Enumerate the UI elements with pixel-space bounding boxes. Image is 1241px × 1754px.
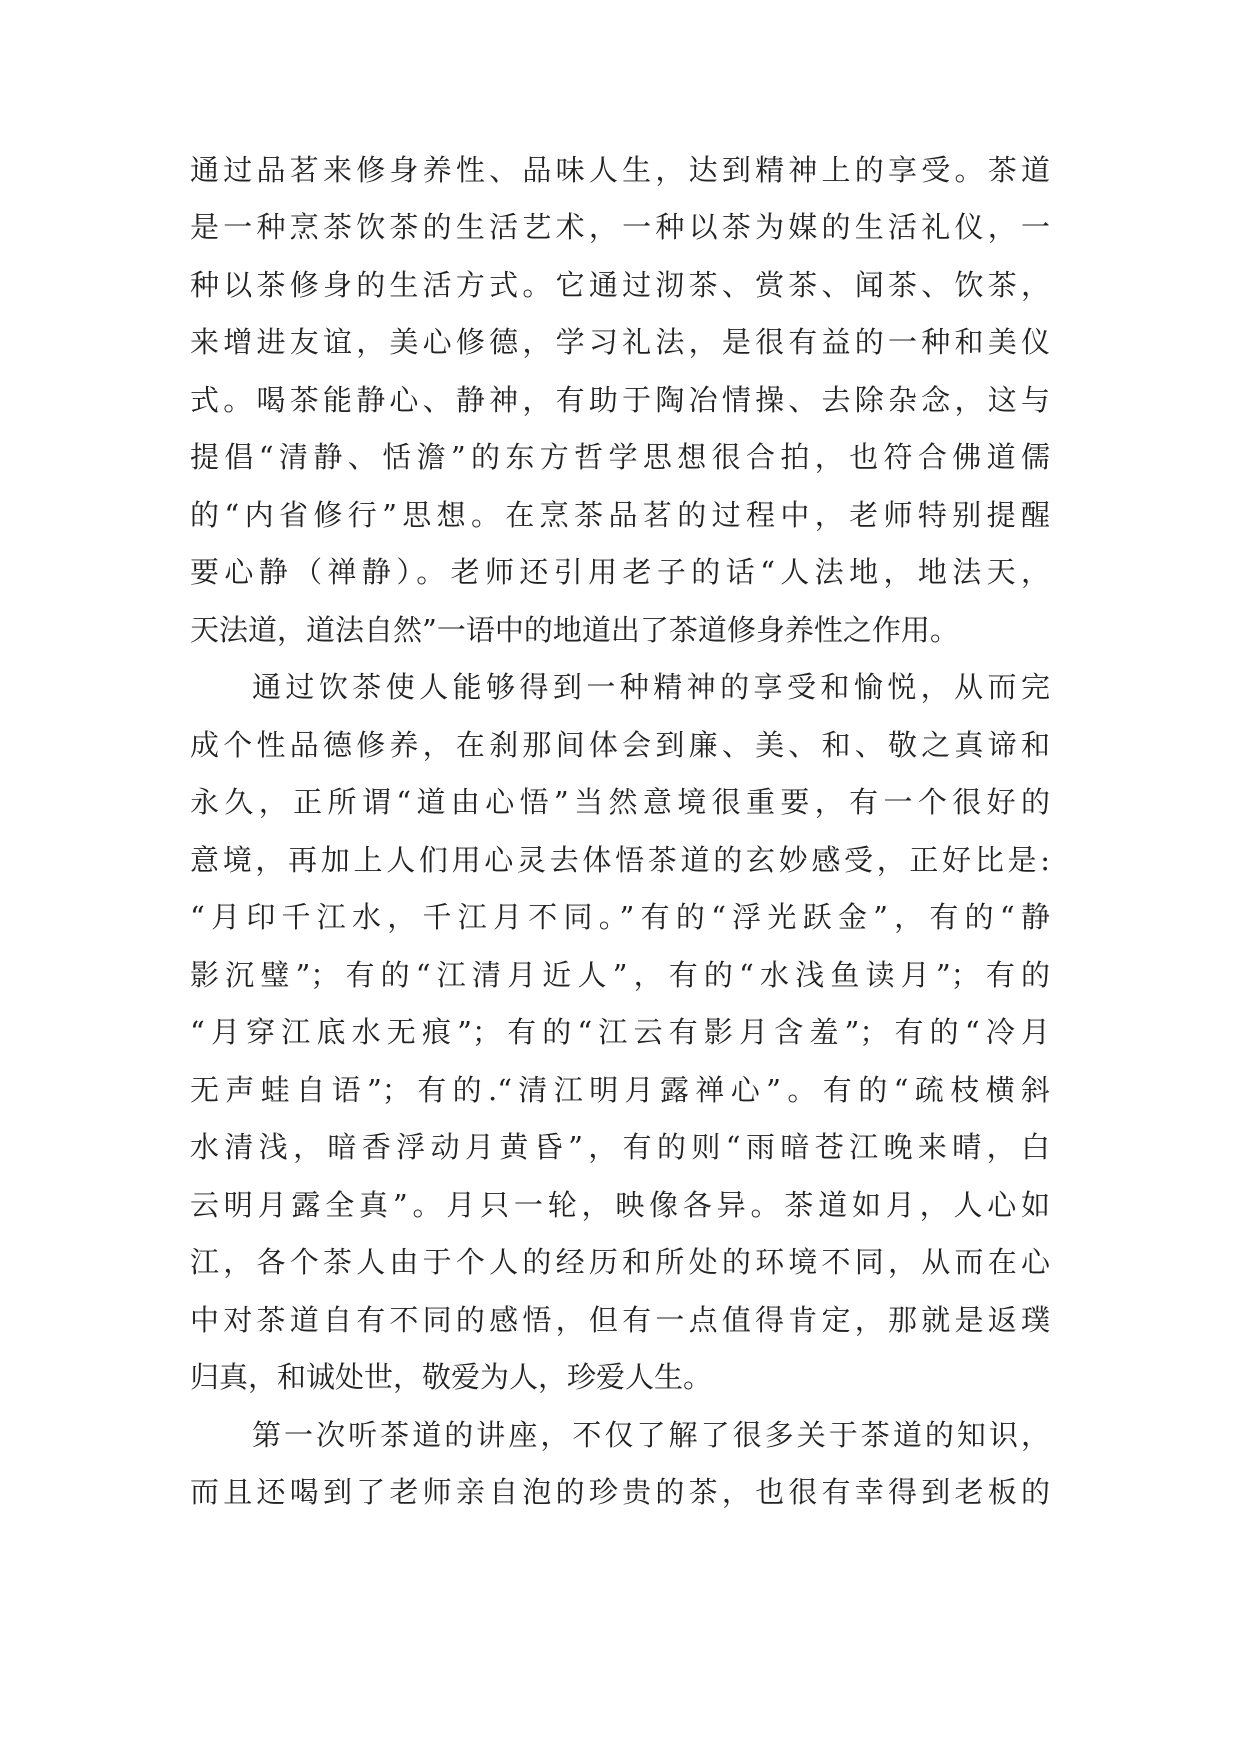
text-line: 来增进友谊，美心修德，学习礼法，是很有益的一种和美仪 <box>190 325 1050 359</box>
text-line: 归真，和诚处世，敬爱为人，珍爱人生。 <box>190 1360 713 1394</box>
text-line: 通过饮茶使人能够得到一种精神的享受和愉悦，从而完 <box>252 670 1050 704</box>
text-line: 成个性品德修养，在刹那间体会到廉、美、和、敬之真谛和 <box>190 728 1050 762</box>
text-line: 第一次听茶道的讲座，不仅了解了很多关于茶道的知识， <box>252 1418 1050 1452</box>
text-line: “月印千江水，千江月不同。”有的“浮光跃金”，有的“静 <box>190 900 1050 934</box>
text-line: 式。喝茶能静心、静神，有助于陶冶情操、去除杂念，这与 <box>190 383 1050 417</box>
text-line: 而且还喝到了老师亲自泡的珍贵的茶，也很有幸得到老板的 <box>190 1475 1050 1509</box>
text-line: 提倡“清静、恬澹”的东方哲学思想很合拍，也符合佛道儒 <box>190 440 1050 474</box>
text-line: 种以茶修身的生活方式。它通过沏茶、赏茶、闻茶、饮茶， <box>190 268 1050 302</box>
text-line: 天法道，道法自然”一语中的地道出了茶道修身养性之作用。 <box>190 613 959 647</box>
text-line: 是一种烹茶饮茶的生活艺术，一种以茶为媒的生活礼仪，一 <box>190 210 1050 244</box>
text-line: 的“内省修行”思想。在烹茶品茗的过程中，老师特别提醒 <box>190 498 1050 532</box>
text-line: 通过品茗来修身养性、品味人生，达到精神上的享受。茶道 <box>190 153 1050 187</box>
text-line: 无声蛙自语”；有的.“清江明月露禅心”。有的“疏枝横斜 <box>190 1073 1050 1107</box>
text-line: “月穿江底水无痕”；有的“江云有影月含羞”；有的“冷月 <box>190 1015 1050 1049</box>
text-line: 要心静（禅静）。老师还引用老子的话“人法地，地法天， <box>190 555 1050 589</box>
text-line: 中对茶道自有不同的感悟，但有一点值得肯定，那就是返璞 <box>190 1303 1050 1337</box>
text-line: 江，各个茶人由于个人的经历和所处的环境不同，从而在心 <box>190 1245 1050 1279</box>
text-line: 永久，正所谓“道由心悟”当然意境很重要，有一个很好的 <box>190 785 1050 819</box>
text-line: 影沉璧”；有的“江清月近人”，有的“水浅鱼读月”；有的 <box>190 958 1050 992</box>
text-line: 水清浅，暗香浮动月黄昏”，有的则“雨暗苍江晚来晴，白 <box>190 1130 1050 1164</box>
text-line: 云明月露全真”。月只一轮，映像各异。茶道如月，人心如 <box>190 1188 1050 1222</box>
text-line: 意境，再加上人们用心灵去体悟茶道的玄妙感受，正好比是: <box>190 843 1050 877</box>
